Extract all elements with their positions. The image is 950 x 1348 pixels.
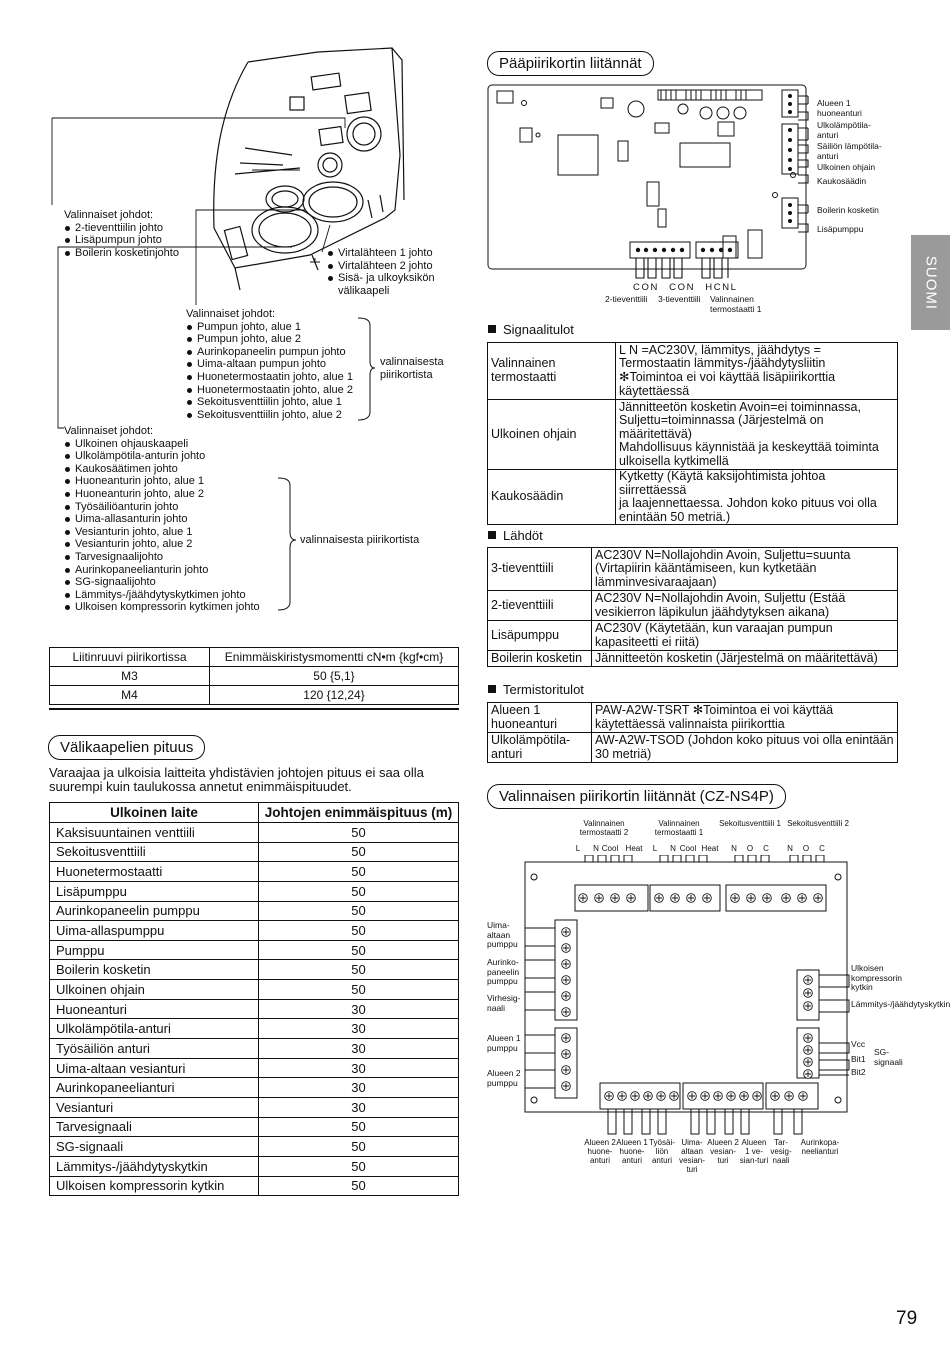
max-length-cell: 50 bbox=[259, 940, 459, 960]
device-cell: Uima-allaspumppu bbox=[50, 921, 259, 941]
wire-item: Tarvesignaalijohto bbox=[64, 551, 284, 564]
table-row bbox=[50, 1078, 459, 1098]
wire-item: Huonetermostaatin johto, alue 1 bbox=[186, 371, 366, 384]
opt-right-label-sg-signal: SG-signaali bbox=[874, 1047, 903, 1067]
device-cell: Työsäiliön anturi bbox=[50, 1039, 259, 1059]
thermistor-title: Termistoritulot bbox=[488, 682, 584, 697]
max-length-cell: 50 bbox=[259, 862, 459, 882]
optional-pcb-title: Valinnaisen piirikortin liitännät (CZ-NS4P) bbox=[487, 784, 786, 809]
terminal-letter: L bbox=[575, 844, 581, 853]
wire-item: Huoneanturin johto, alue 1 bbox=[64, 475, 284, 488]
terminal-letter: L bbox=[652, 844, 658, 853]
wire-item: Uima-allasanturin johto bbox=[64, 513, 284, 526]
main-pcb-label-tank-sensor: Säiliön lämpötila-anturi bbox=[817, 141, 882, 161]
table-row: Valinnainen termostaatti L N =AC230V, lämmitys, jäähdytys = Termostaatin lämmitys-/jäähdytysliitin ✻Toimintoa ei voi käyttää lisäpiirikorttia käytettäessä bbox=[488, 343, 898, 400]
table-row: Kaukosäädin Kytketty (Käytä kaksijohtimista johtoa siirrettäessä ja laajennettaessa. Johdon koko pituus voi olla enintään 50 metriä.) bbox=[488, 470, 898, 525]
signal-inputs-table bbox=[487, 342, 898, 525]
language-tab: SUOMI bbox=[911, 235, 950, 330]
power-wires-group bbox=[327, 247, 457, 297]
opt-left-label-zone1-pump: Alueen 1 pumppu bbox=[487, 1033, 521, 1053]
table-row bbox=[50, 1137, 459, 1157]
device-cell: Huonetermostaatti bbox=[50, 862, 259, 882]
max-length-cell: 50 bbox=[259, 1117, 459, 1137]
group-d-note: valinnaisesta piirikortista bbox=[300, 534, 420, 546]
wire-item: Ulkoisen kompressorin kytkimen johto bbox=[64, 601, 284, 614]
wire-item: Lämmitys-/jäähdytyskytkimen johto bbox=[64, 589, 284, 602]
main-pcb-terminal-letters: CON CON HCNL bbox=[633, 282, 738, 293]
main-pcb-label-3way: 3-tieventtiili bbox=[658, 294, 701, 304]
table-row bbox=[50, 1019, 459, 1039]
wire-item: Työsäiliöanturin johto bbox=[64, 501, 284, 514]
opt-bottom-label-zone2-water: Alueen 2 vesian-turi bbox=[707, 1138, 739, 1165]
terminal-letter: Heat bbox=[625, 844, 643, 853]
wire-item: Ulkoinen ohjauskaapeli bbox=[64, 438, 284, 451]
max-length-cell: 50 bbox=[259, 901, 459, 921]
device-cell: Lisäpumppu bbox=[50, 881, 259, 901]
opt-top-label-thermostat-2: Valinnainen termostaatti 2 bbox=[579, 819, 629, 837]
table-row bbox=[50, 1058, 459, 1078]
wire-item: SG-signaalijohto bbox=[64, 576, 284, 589]
wire-item: Sisä- ja ulkoyksikön välikaapeli bbox=[327, 272, 457, 297]
table-row: M3 50 {5,1} bbox=[50, 667, 459, 686]
opt-right-label-bit2: Bit2 bbox=[851, 1067, 866, 1077]
main-pcb-label-extra-pump: Lisäpumppu bbox=[817, 224, 864, 234]
opt-bottom-label-demand: Tar-vesig-naali bbox=[770, 1138, 792, 1165]
table-row bbox=[50, 1039, 459, 1059]
device-cell: Lämmitys-/jäähdytyskytkin bbox=[50, 1156, 259, 1176]
wire-item: Aurinkopaneelianturin johto bbox=[64, 564, 284, 577]
main-pcb-label-boiler: Boilerin kosketin bbox=[817, 205, 879, 215]
opt-bottom-label-buffer-tank: Työsäi-liön anturi bbox=[649, 1138, 675, 1165]
wire-item: Sekoitusventtiilin johto, alue 2 bbox=[186, 409, 366, 422]
max-length-cell: 50 bbox=[259, 1137, 459, 1157]
wire-item: Vesianturin johto, alue 1 bbox=[64, 526, 284, 539]
main-pcb-label-external-control: Ulkoinen ohjain bbox=[817, 162, 876, 172]
main-pcb-label-outdoor-sensor: Ulkolämpötila-anturi bbox=[817, 120, 871, 140]
table-row: 3-tieventtiili AC230V N=Nollajohdin Avoin, Suljettu=suunta (Virtapiirin kääntämiseen, kun kytketään lämminvesivaraajaan) bbox=[488, 548, 898, 591]
max-length-cell: 50 bbox=[259, 881, 459, 901]
opt-bottom-label-solar-sensor: Aurinkopa-neelianturi bbox=[800, 1138, 840, 1156]
device-cell: Uima-altaan vesianturi bbox=[50, 1058, 259, 1078]
wire-item: Vesianturin johto, alue 2 bbox=[64, 538, 284, 551]
outputs-table bbox=[487, 547, 898, 667]
max-length-cell: 50 bbox=[259, 921, 459, 941]
torque-table: Liitinruuvi piirikortissa Enimmäiskiristysmomentti cN•m {kgf•cm} M3 50 {5,1} M4 120 {12,24} bbox=[49, 647, 459, 705]
table-row bbox=[50, 842, 459, 862]
terminal-letter: Cool bbox=[679, 844, 697, 853]
optional-wires-group-a: Valinnaiset johdot: 2-tieventtiilin johto Lisäpumpun johto Boilerin kosketinjohto bbox=[64, 209, 234, 259]
wire-item: Virtalähteen 2 johto bbox=[327, 260, 457, 273]
main-pcb-label-remote: Kaukosäädin bbox=[817, 176, 867, 186]
outputs-title: Lähdöt bbox=[488, 528, 543, 543]
wire-item: Huoneanturin johto, alue 2 bbox=[64, 488, 284, 501]
wire-item: Aurinkopaneelin pumpun johto bbox=[186, 346, 366, 359]
terminal-letter: Heat bbox=[701, 844, 719, 853]
main-pcb-title: Pääpiirikortin liitännät bbox=[487, 51, 654, 76]
table-row: M4 120 {12,24} bbox=[50, 686, 459, 705]
thermistor-table bbox=[487, 702, 898, 763]
wire-item: Pumpun johto, alue 1 bbox=[186, 321, 366, 334]
max-length-cell: 50 bbox=[259, 842, 459, 862]
table-row bbox=[50, 921, 459, 941]
max-length-cell: 30 bbox=[259, 1058, 459, 1078]
main-pcb-label-room-sensor: Alueen 1 huoneanturi bbox=[817, 98, 862, 118]
table-row bbox=[50, 980, 459, 1000]
optional-pcb-diagram bbox=[485, 855, 950, 1140]
opt-bottom-label-zone1-water: Alueen 1 ve-sian-turi bbox=[739, 1138, 769, 1165]
max-length-cell: 30 bbox=[259, 1019, 459, 1039]
terminal-letter: N bbox=[787, 844, 793, 853]
terminal-letter: C bbox=[763, 844, 769, 853]
wire-item: 2-tieventtiilin johto bbox=[64, 222, 234, 235]
device-cell: Aurinkopaneelianturi bbox=[50, 1078, 259, 1098]
device-cell: Vesianturi bbox=[50, 1097, 259, 1117]
wire-item: Virtalähteen 1 johto bbox=[327, 247, 457, 260]
page-number: 79 bbox=[896, 1308, 918, 1329]
table-row bbox=[50, 1097, 459, 1117]
opt-bottom-label-pool-water: Uima-altaan vesian-turi bbox=[679, 1138, 705, 1174]
opt-top-label-thermostat-1: Valinnainen termostaatti 1 bbox=[654, 819, 704, 837]
device-cell: SG-signaali bbox=[50, 1137, 259, 1157]
table-row bbox=[50, 1117, 459, 1137]
terminal-letter: O bbox=[802, 844, 810, 853]
device-cell: Huoneanturi bbox=[50, 999, 259, 1019]
table-row: Alueen 1 huoneanturi PAW-A2W-TSRT ✻Toimintoa ei voi käyttää käytettäessä valinnaista piirikorttia bbox=[488, 703, 898, 733]
cable-length-table: Ulkoinen laite Johtojen enimmäispituus (m) Kaksisuuntainen venttiili 50 Sekoitusventtiili 50 Huonetermostaatti 50 Lisäpumppu 50 Aurinkopaneelin pumppu 50 Uima-allaspumppu 50 Pumppu 50 Boilerin kosketin 50 Ulkoinen ohjain 50 Huoneanturi 30 Ulkolämpötila-anturi 30 Työsäiliön anturi 30 Uima-altaan vesianturi 30 Aurinkopaneelianturi 30 Vesianturi 30 Tarvesignaali 50 SG-signaali 50 Lämmitys-/jäähdytyskytkin 50 Ulkoisen kompressorin kytkin 50 bbox=[49, 802, 459, 1196]
table-row bbox=[50, 960, 459, 980]
optional-wires-group-c: Valinnaiset johdot: Pumpun johto, alue 1 Pumpun johto, alue 2 Aurinkopaneelin pumpun johto Uima-altaan pumpun johto Huonetermostaatin johto, alue 1 Huonetermostaatin johto, alue 2 Sekoitusventtiilin johto, alue 1 Sekoitusventtiilin johto, alue 2 bbox=[186, 308, 366, 421]
device-cell: Ulkolämpötila-anturi bbox=[50, 1019, 259, 1039]
table-row: Ulkolämpötila-anturi AW-A2W-TSOD (Johdon koko pituus voi olla enintään 30 metriä) bbox=[488, 733, 898, 763]
main-pcb-label-thermostat: Valinnainen termostaatti 1 bbox=[710, 294, 762, 314]
opt-top-label-mixing-valve-2: Sekoitusventtiili 2 bbox=[787, 819, 849, 828]
table-row bbox=[50, 901, 459, 921]
opt-left-label-pool-pump: Uima-altaan pumppu bbox=[487, 920, 518, 950]
table-row: Lisäpumppu AC230V (Käytetään, kun varaajan pumpun kapasiteetti ei riitä) bbox=[488, 621, 898, 651]
wire-item: Huonetermostaatin johto, alue 2 bbox=[186, 384, 366, 397]
device-cell: Boilerin kosketin bbox=[50, 960, 259, 980]
wire-item: Pumpun johto, alue 2 bbox=[186, 333, 366, 346]
opt-bottom-label-zone1-room: Alueen 1 huone-anturi bbox=[616, 1138, 648, 1165]
opt-right-label-compressor: Ulkoisen kompressorin kytkin bbox=[851, 963, 903, 993]
table-row bbox=[50, 1156, 459, 1176]
table-row bbox=[50, 940, 459, 960]
wire-item: Kaukosäätimen johto bbox=[64, 463, 284, 476]
wire-item: Sekoitusventtiilin johto, alue 1 bbox=[186, 396, 366, 409]
terminal-letter: N bbox=[593, 844, 599, 853]
table-row bbox=[50, 1176, 459, 1196]
device-cell: Kaksisuuntainen venttiili bbox=[50, 823, 259, 843]
optional-wires-group-d: Valinnaiset johdot: Ulkoinen ohjauskaapeli Ulkolämpötila-anturin johto Kaukosäätimen johto Huoneanturin johto, alue 1 Huoneanturin johto, alue 2 Työsäiliöanturin johto Uima-allasanturin johto Vesianturin johto, alue 1 Vesianturin johto, alue 2 Tarvesignaalijohto Aurinkopaneelianturin johto SG-signaalijohto Lämmitys-/jäähdytyskytkimen johto Ulkoisen kompressorin kytkimen johto bbox=[64, 425, 284, 614]
table-row: Ulkoinen ohjain Jännitteetön kosketin Avoin=ei toiminnassa, Suljettu=toiminnassa (Järjestelmä on määritettävä) Mahdollisuus käynnistää ja keskeyttää toiminta ulkoisella kytkimellä bbox=[488, 400, 898, 470]
table-row bbox=[50, 823, 459, 843]
max-length-cell: 30 bbox=[259, 1078, 459, 1098]
signal-inputs-title: Signaalitulot bbox=[488, 322, 574, 337]
opt-left-label-solar-pump: Aurinko-paneelin pumppu bbox=[487, 957, 520, 987]
table-row: 2-tieventtiili AC230V N=Nollajohdin Avoin, Suljettu (Estää vesikierron läpikulun jäähdytyksen aikana) bbox=[488, 591, 898, 621]
max-length-cell: 50 bbox=[259, 980, 459, 1000]
cable-intro: Varaajaa ja ulkoisia laitteita yhdistävien johtojen pituus ei saa olla suurempi kuin taulukossa annetut enimmäispituudet. bbox=[49, 765, 424, 794]
terminal-letter: O bbox=[746, 844, 754, 853]
wire-item: Ulkolämpötila-anturin johto bbox=[64, 450, 284, 463]
table-row bbox=[50, 999, 459, 1019]
max-length-cell: 50 bbox=[259, 823, 459, 843]
cable-section-title: Välikaapelien pituus bbox=[48, 735, 205, 760]
wire-item: Uima-altaan pumpun johto bbox=[186, 358, 366, 371]
device-cell: Sekoitusventtiili bbox=[50, 842, 259, 862]
opt-left-label-error-signal: Virhesig-naali bbox=[487, 993, 521, 1013]
wire-item: Boilerin kosketinjohto bbox=[64, 247, 234, 260]
device-cell: Pumppu bbox=[50, 940, 259, 960]
terminal-letter: Cool bbox=[601, 844, 619, 853]
opt-bottom-label-zone2-room: Alueen 2 huone-anturi bbox=[584, 1138, 616, 1165]
max-length-cell: 50 bbox=[259, 960, 459, 980]
max-length-cell: 50 bbox=[259, 1156, 459, 1176]
opt-right-label-bit1: Bit1 bbox=[851, 1054, 866, 1064]
max-length-cell: 30 bbox=[259, 1097, 459, 1117]
opt-left-label-zone2-pump: Alueen 2 pumppu bbox=[487, 1068, 521, 1088]
divider bbox=[49, 708, 459, 710]
opt-top-label-mixing-valve-1: Sekoitusventtiili 1 bbox=[719, 819, 781, 828]
device-cell: Ulkoinen ohjain bbox=[50, 980, 259, 1000]
max-length-cell: 30 bbox=[259, 1039, 459, 1059]
table-row bbox=[50, 862, 459, 882]
device-cell: Tarvesignaali bbox=[50, 1117, 259, 1137]
terminal-letter: C bbox=[819, 844, 825, 853]
wire-item: Lisäpumpun johto bbox=[64, 234, 234, 247]
device-cell: Ulkoisen kompressorin kytkin bbox=[50, 1176, 259, 1196]
max-length-cell: 30 bbox=[259, 999, 459, 1019]
table-row bbox=[50, 881, 459, 901]
main-pcb-label-2way: 2-tieventtiili bbox=[605, 294, 648, 304]
opt-right-label-vcc: Vcc bbox=[851, 1039, 866, 1049]
terminal-letter: N bbox=[731, 844, 737, 853]
max-length-cell: 50 bbox=[259, 1176, 459, 1196]
table-row: Boilerin kosketin Jännitteetön kosketin (Järjestelmä on määritettävä) bbox=[488, 651, 898, 667]
terminal-letter: N bbox=[670, 844, 676, 853]
device-cell: Aurinkopaneelin pumppu bbox=[50, 901, 259, 921]
group-c-note: valinnaisesta piirikortista bbox=[380, 356, 444, 381]
opt-right-label-heat-cool: Lämmitys-/jäähdytyskytkin bbox=[851, 999, 950, 1009]
